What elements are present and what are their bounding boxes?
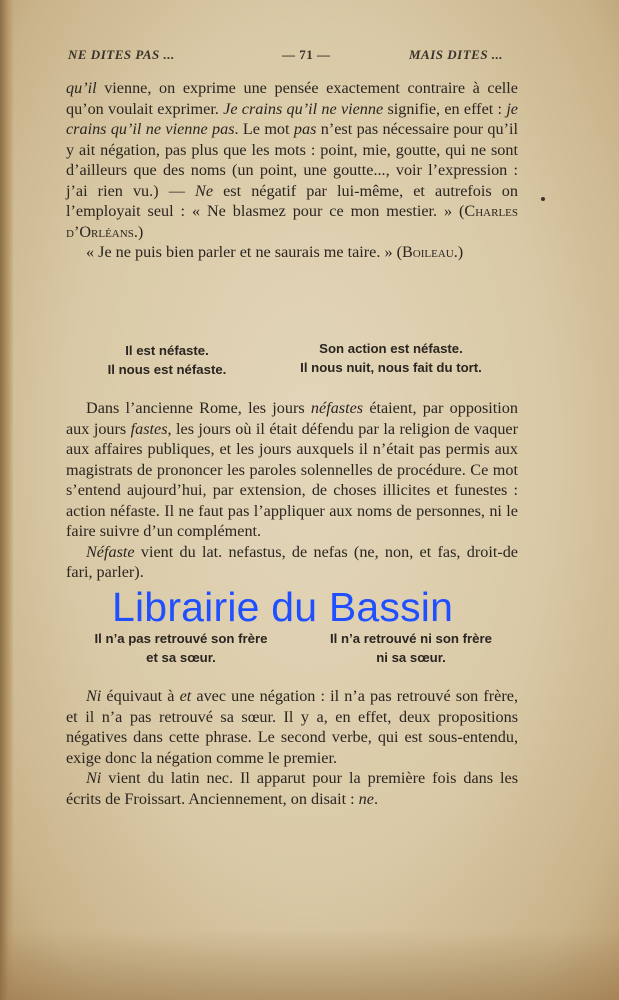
paragraph-nefaste: Dans l’ancienne Rome, les jours néfastes étaient, par opposition aux jours fastes, les jours où il était défendu par la religion de vaquer aux affaires publiques, et les jours auxquels il n’était pas permis aux magistrats de prononcer les paroles solennelles de procédure. Ce mot s’entend aujourd’hui, par extension, de choses illicites et funestes : action néfaste. Il ne faut pas l’appliquer aux noms de personnes, ni le faire suivre d’un complément. Néfaste vient du lat. nefastus, de nefas (ne, non, et fas, droit-de fari, parler). [66, 399, 518, 581]
example-ne-dites-pas-frere: Il n’a pas retrouvé son frère et sa sœur. [94, 631, 268, 665]
paragraph-negation: qu’il vienne, on exprime une pensée exactement contraire à celle qu’on voulait exprimer. Je crains qu’il ne vienne signifie, en effet : je crains qu’il ne vienne pas. Le mot pas n’est pas nécessaire pour qu’il y ait négation, pas plus que les mots : point, mie, goutte, qui ne sont d’ailleurs que des noms (un point, une goutte..., voir l’expression : j’ai rien vu.) — Ne est négatif par lui-même, et autrefois on l’employait seul : « Ne blasmez pour ce mon mestier. » (Charles d’Orléans.) « Je ne puis bien parler et ne saurais me taire. » (Boileau.) [66, 79, 518, 261]
ink-speck [541, 197, 545, 201]
running-head-right: MAIS DITES ... [409, 47, 504, 62]
running-head-left: NE DITES PAS ... [68, 47, 175, 62]
quote-boileau: « Je ne puis bien parler et ne saurais me taire. » (Boileau.) [86, 243, 464, 261]
page-number: — 71 — [282, 47, 331, 62]
paragraph-ni: Ni équivaut à et avec une négation : il n’a pas retrouvé son frère, et il n’a pas retrouvé sa sœur. Il y a, en effet, deux propositions négatives dans cette phrase. Le second verbe, qui est sous-entendu, exige donc la négation comme le premier. Ni vient du latin nec. Il apparut pour la première fois dans les écrits de Froissart. Anciennement, on disait : ne. [66, 687, 518, 808]
page-bottom-stain [0, 930, 619, 1000]
watermark-librairie: Librairie du Bassin [112, 584, 454, 630]
example-mais-dites-nefaste: Son action est néfaste. Il nous nuit, nous fait du tort. [300, 341, 482, 375]
example-mais-dites-frere: Il n’a retrouvé ni son frère ni sa sœur. [330, 631, 492, 665]
page-edge-shadow [0, 0, 14, 1000]
example-ne-dites-pas-nefaste: Il est néfaste. Il nous est néfaste. [107, 343, 227, 377]
